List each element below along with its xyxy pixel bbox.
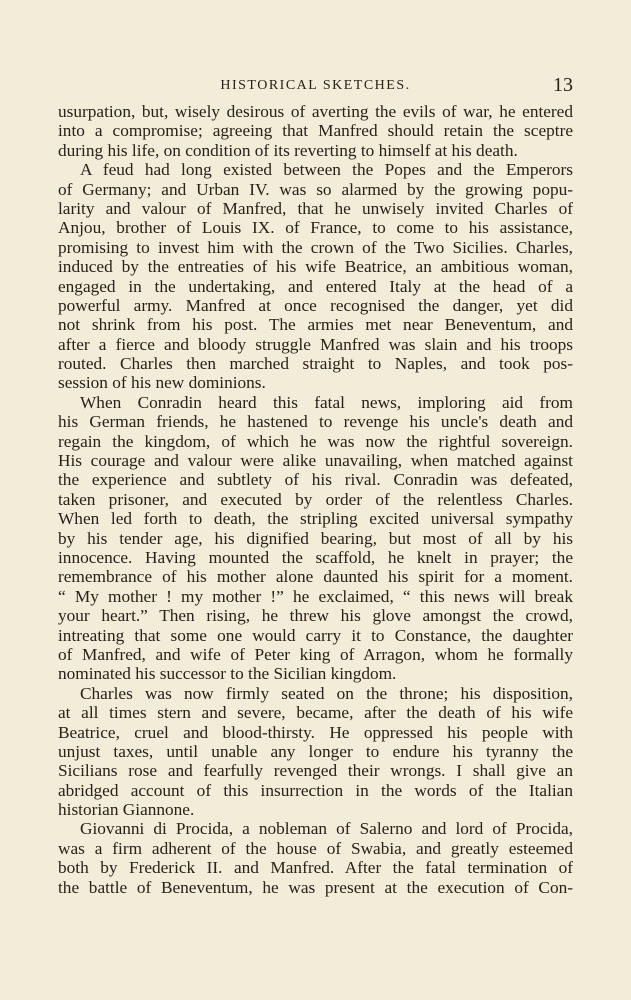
text-line: induced by the entreaties of his wife Beatrice, an ambitious woman, (58, 257, 573, 277)
text-line: Beatrice, cruel and blood-thirsty. He oppressed his people with (58, 722, 573, 742)
page-header (58, 74, 573, 98)
text-line: promising to invest him with the crown of the Two Sicilies. Charles, (58, 237, 573, 257)
text-line: both by Frederick II. and Manfred. After the fatal termination of (58, 858, 573, 878)
text-line: innocence. Having mounted the scaffold, he knelt in prayer; the (58, 547, 573, 567)
body-text (58, 102, 573, 897)
text-line: usurpation, but, wisely desirous of averting the evils of war, he entered (58, 102, 573, 121)
text-line: taken prisoner, and executed by order of the relentless Charles. (58, 489, 573, 509)
text-line: nominated his successor to the Sicilian kingdom. (58, 664, 397, 684)
text-line: When led forth to death, the stripling excited universal sympathy (58, 509, 573, 529)
text-line: during his life, on condition of its reverting to himself at his death. (58, 140, 518, 160)
text-line: your heart.” Then rising, he threw his glove amongst the crowd, (58, 606, 573, 626)
text-line: of Manfred, and wife of Peter king of Arragon, whom he formally (58, 644, 573, 664)
text-line: historian Giannone. (58, 800, 195, 820)
text-line: Giovanni di Procida, a nobleman of Salerno and lord of Procida, (80, 819, 573, 839)
text-line: remembrance of his mother alone daunted his spirit for a moment. (58, 567, 573, 587)
text-line: Sicilians rose and fearfully revenged their wrongs. I shall give an (58, 761, 573, 781)
text-line: the battle of Beneventum, he was present at the execution of Con- (58, 877, 573, 897)
text-line: His courage and valour were alike unavailing, when matched against (58, 451, 573, 471)
text-line: routed. Charles then marched straight to Naples, and took pos- (58, 354, 573, 374)
text-line: A feud had long existed between the Popes and the Emperors (80, 160, 573, 180)
text-line: his German friends, he hastened to revenge his uncle's death and (58, 412, 573, 432)
text-line: into a compromise; agreeing that Manfred should retain the sceptre (58, 121, 573, 141)
text-line: abridged account of this insurrection in the words of the Italian (58, 780, 573, 800)
text-line: engaged in the undertaking, and entered Italy at the head of a (58, 276, 573, 296)
text-line: was a firm adherent of the house of Swabia, and greatly esteemed (58, 838, 573, 858)
text-line: the experience and subtlety of his rival. Conradin was defeated, (58, 470, 573, 490)
text-line: larity and valour of Manfred, that he unwisely invited Charles of (58, 198, 573, 218)
page-number: 13 (553, 74, 573, 96)
text-line: unjust taxes, until unable any longer to endure his tyranny the (58, 741, 573, 761)
text-line: powerful army. Manfred at once recognised the danger, yet did (58, 295, 573, 315)
text-line: Charles was now firmly seated on the throne; his disposition, (80, 683, 573, 703)
text-line: of Germany; and Urban IV. was so alarmed by the growing popu- (58, 179, 573, 199)
running-title: HISTORICAL SKETCHES. (220, 78, 411, 93)
text-line: “ My mother ! my mother !” he exclaimed, “ this news will break (58, 586, 573, 606)
text-line: regain the kingdom, of which he was now the rightful sovereign. (58, 431, 573, 451)
text-line: intreating that some one would carry it to Constance, the daughter (58, 625, 573, 645)
text-line: after a fierce and bloody struggle Manfred was slain and his troops (58, 334, 573, 354)
text-line: at all times stern and severe, became, after the death of his wife (58, 703, 573, 723)
text-line: session of his new dominions. (58, 373, 266, 393)
text-line: Anjou, brother of Louis IX. of France, to come to his assistance, (58, 218, 573, 238)
text-line: When Conradin heard this fatal news, imploring aid from (80, 392, 573, 412)
text-line: by his tender age, his dignified bearing, but most of all by his (58, 528, 573, 548)
text-line: not shrink from his post. The armies met near Beneventum, and (58, 315, 573, 335)
